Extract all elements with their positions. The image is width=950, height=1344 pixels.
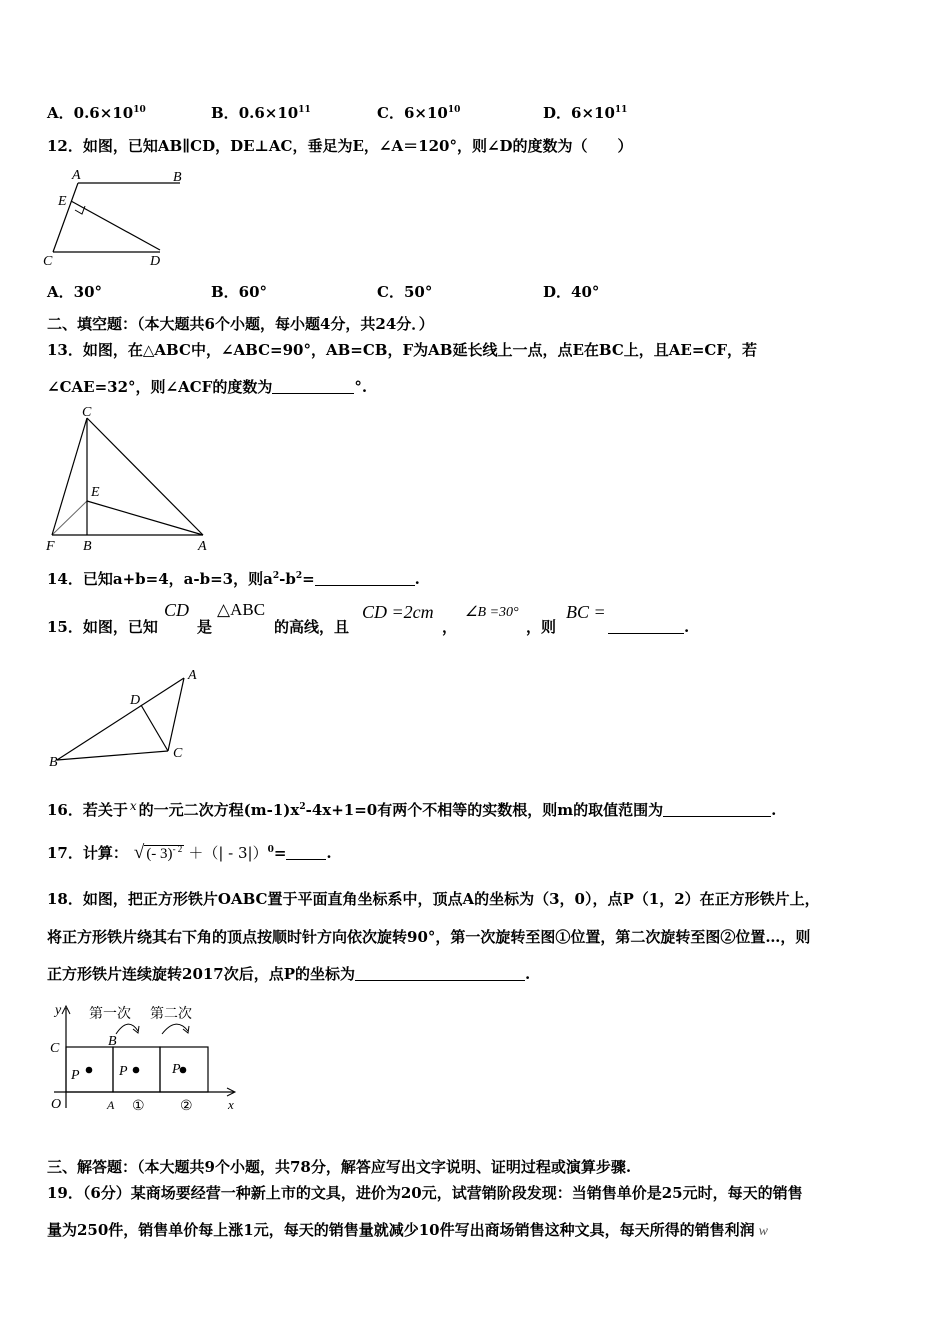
q18-label-p3: P <box>172 1062 181 1077</box>
q19-line1: 19．（6分）某商场要经营一种新上市的文具，进价为20元，试营销阶段发现：当销售单价是25元时，每天的销售 <box>47 1184 803 1202</box>
section-2-heading: 二、填空题：（本大题共6个小题，每小题4分，共24分．） <box>47 315 434 333</box>
q16-answer-blank[interactable] <box>663 802 771 817</box>
q18-label-first: 第一次 <box>89 1007 131 1022</box>
q13-label-e: E <box>91 485 100 500</box>
q11-option-a: A．$0.6\times 10^{10}$ <box>47 104 146 122</box>
q12-label-a: A <box>72 168 81 183</box>
q13-answer-blank[interactable] <box>272 379 354 394</box>
q15-label-a: A <box>188 668 197 683</box>
q19-line2: 量为250件，销售单价每上涨1元，每天的销售量就减少10件写出商场销售这种文具，每天所得的销售利润 w <box>47 1221 768 1239</box>
q18-figure <box>44 998 244 1120</box>
q13-label-c: C <box>82 405 92 420</box>
q12-label-d: D <box>150 254 161 269</box>
q12-label-b: B <box>173 170 182 185</box>
section-3-heading: 三、解答题：（本大题共9个小题，共78分，解答应写出文字说明、证明过程或演算步骤. <box>47 1158 632 1176</box>
q18-answer-blank[interactable] <box>355 966 525 981</box>
q18-line1: 18．如图，把正方形铁片OABC置于平面直角坐标系中，顶点A的坐标为（3，0），点P（1，2）在正方形铁片上， <box>47 890 820 908</box>
q18-label-y: y <box>55 1003 62 1018</box>
q18-line3: 正方形铁片连续旋转2017次后，点P的坐标为 . <box>47 965 531 983</box>
q12-option-d: D．40° <box>543 283 600 301</box>
q12-option-b: B．60° <box>211 283 268 301</box>
q14-stem: 14．已知a+b=4，a-b=3，则$a^2-b^2=$ . <box>47 570 420 588</box>
q13-label-f: F <box>46 539 55 554</box>
q15-label-d: D <box>130 693 141 708</box>
q13-label-a: A <box>198 539 207 554</box>
q18-label-p2: P <box>119 1064 128 1079</box>
q18-label-x: x <box>228 1097 234 1112</box>
q18-label-circle1: ① <box>132 1099 145 1114</box>
q13-label-b: B <box>83 539 92 554</box>
q12-option-a: A．30° <box>47 283 103 301</box>
q12-label-e: E <box>58 194 67 209</box>
q11-option-b: B．$0.6\times 10^{11}$ <box>211 104 311 122</box>
q13-line1: 13．如图，在△ABC中，∠ABC=90°，AB=CB，F为AB延长线上一点，点E在BC上，且AE=CF，若 <box>47 341 758 359</box>
q12-option-c: C．50° <box>377 283 433 301</box>
q18-label-circle2: ② <box>180 1099 193 1114</box>
q18-label-o: O <box>51 1097 62 1112</box>
q15-figure <box>44 665 209 775</box>
q18-label-second: 第二次 <box>150 1007 192 1022</box>
q15-label-b: B <box>49 755 58 770</box>
q17-answer-blank[interactable] <box>286 845 326 860</box>
q16-stem: 16．若关于 $^x$ 的一元二次方程$(m-1)x^2-4x+1=0$有两个不相等的实数根，则m的取值范围为 . <box>47 799 777 819</box>
q15-label-c: C <box>173 746 183 761</box>
q13-figure <box>40 403 215 555</box>
q11-option-d: D．$6\times 10^{11}$ <box>543 104 628 122</box>
q12-label-c: C <box>43 254 53 269</box>
q12-figure <box>40 165 190 273</box>
q18-label-p1: P <box>71 1068 80 1083</box>
q18-label-c: C <box>50 1041 60 1056</box>
q15-answer-blank[interactable] <box>608 619 684 634</box>
q13-line2: ∠CAE=32°，则∠ACF的度数为 °. <box>47 378 368 396</box>
q17-stem: 17．计算： √ (- 3)$^{- 2}$ ＋（| - 3|）$^0$= . <box>47 842 332 863</box>
q11-option-c: C．$6\times 10^{10}$ <box>377 104 461 122</box>
q18-label-b: B <box>108 1034 117 1049</box>
q18-label-a: A <box>107 1098 115 1112</box>
q14-answer-blank[interactable] <box>315 571 415 586</box>
q18-line2: 将正方形铁片绕其右下角的顶点按顺时针方向依次旋转90°，第一次旋转至图①位置，第二次旋转至图②位置…，则 <box>47 928 811 946</box>
q12-stem: 12．如图，已知AB∥CD，DE⊥AC，垂足为E，∠A＝120°，则∠D的度数为（ ） <box>47 137 633 155</box>
